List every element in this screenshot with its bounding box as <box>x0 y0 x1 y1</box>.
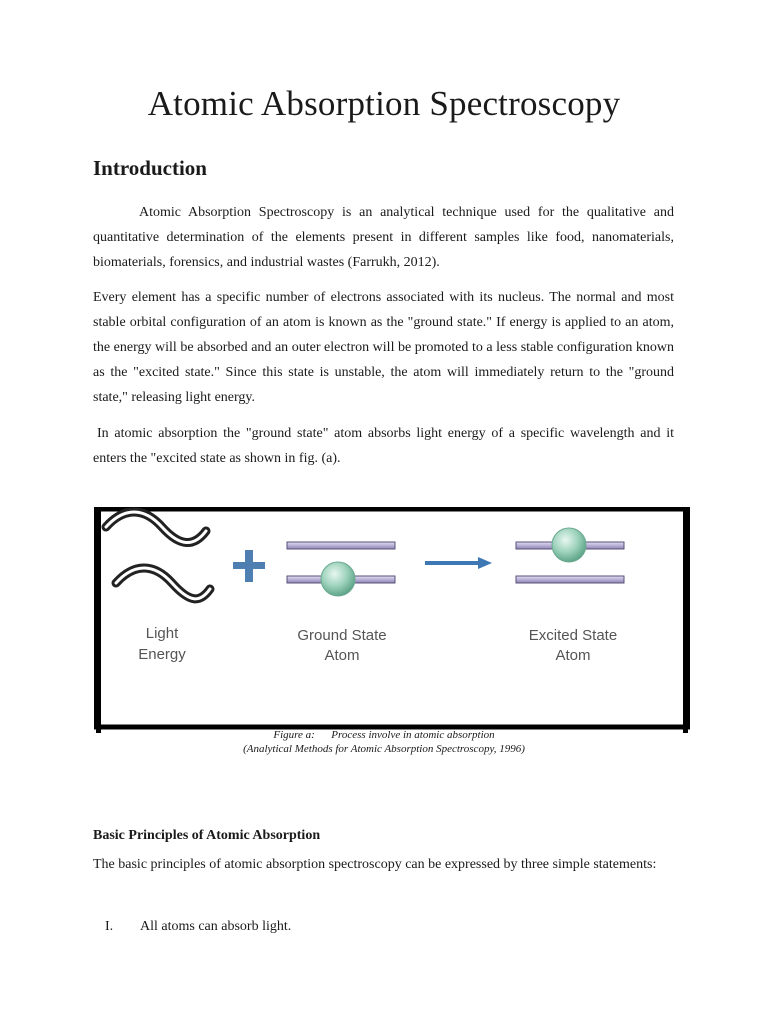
intro-paragraph-1: Atomic Absorption Spectroscopy is an analytical technique used for the qualitative and quantitative determination of the elements present in different samples like food, nanomaterials, biomaterials, forensics, and industrial wastes (Farrukh, 2012). <box>93 205 674 270</box>
absorption-figure <box>94 507 690 735</box>
light-energy-label-2: Energy <box>138 646 186 663</box>
absorption-diagram <box>94 507 690 735</box>
intro-heading: Introduction <box>93 156 207 180</box>
intro-paragraph-2: Every element has a specific number of electrons associated with its nucleus. The normal and most stable orbital configuration of an atom is known as the "ground state." If energy is applied to an atom, the energy will be absorbed and an outer electron will be promoted to a less stable configuration known as the "excited state." Since this state is unstable, the atom will immediately return to the "ground state," releasing light energy. <box>93 290 674 405</box>
principles-heading: Basic Principles of Atomic Absorption <box>93 828 321 843</box>
excited-state-label-1: Excited State <box>528 627 618 644</box>
list-number: I. <box>105 919 114 934</box>
intro-paragraph-3: In atomic absorption the "ground state" atom absorbs light energy of a specific wavelength and it enters the "excited state as shown in fig. (a). <box>93 426 674 466</box>
light-energy-label-1: Light <box>145 625 179 642</box>
list-text: All atoms can absorb light. <box>140 919 292 934</box>
document-title: Atomic Absorption Spectroscopy <box>147 84 621 123</box>
figure-caption: Figure a: Process involve in atomic absorption <box>273 729 495 741</box>
ground-state-label-2: Atom <box>324 647 360 664</box>
principles-paragraph: The basic principles of atomic absorption spectroscopy can be expressed by three simple statements: <box>93 857 657 872</box>
figure-source: (Analytical Methods for Atomic Absorption Spectroscopy, 1996) <box>243 743 525 755</box>
excited-state-label-2: Atom <box>555 647 591 664</box>
ground-state-label-1: Ground State <box>297 627 387 644</box>
